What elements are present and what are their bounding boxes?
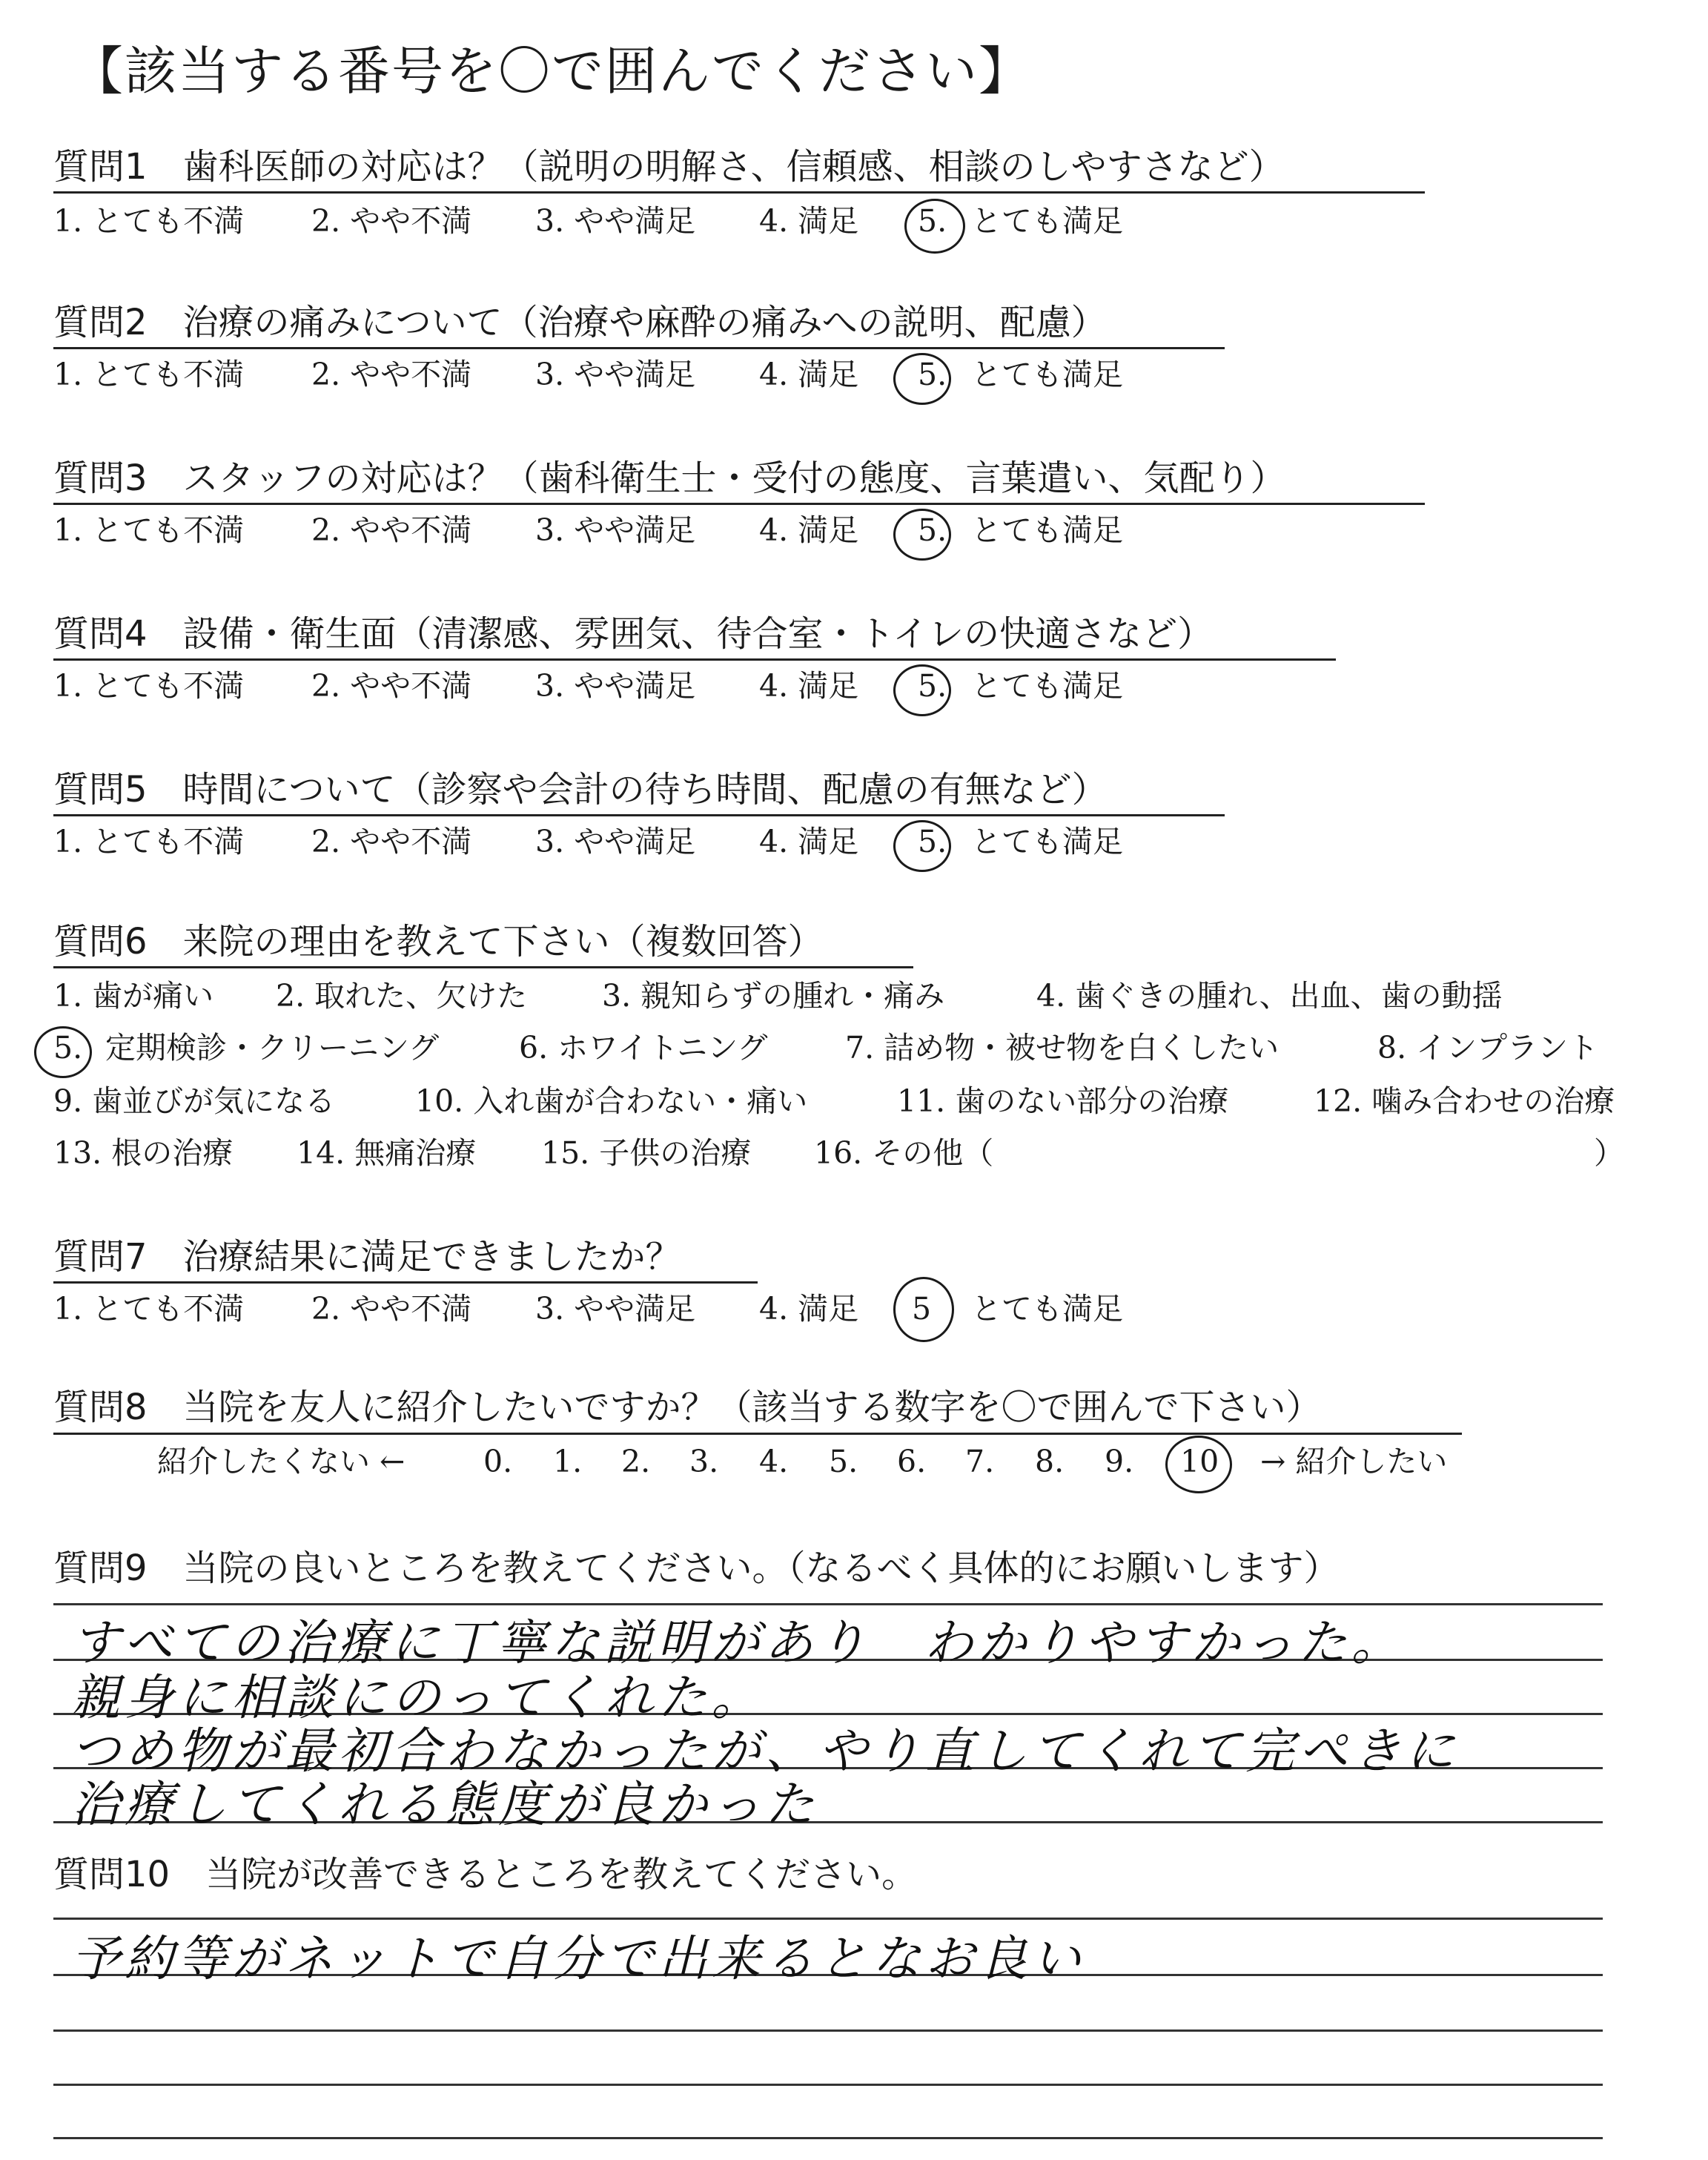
q2-choice-3[interactable]: 3. やや満足 xyxy=(535,357,696,392)
q3-choice-4[interactable]: 4. 満足 xyxy=(759,512,859,548)
q7-choice-2[interactable]: 2. やや不満 xyxy=(311,1291,472,1327)
q3-choice-3[interactable]: 3. やや満足 xyxy=(535,512,696,548)
q2-choice-4[interactable]: 4. 満足 xyxy=(759,357,859,392)
q7-underline xyxy=(53,1281,758,1284)
q6-option-4[interactable]: 4. 歯ぐきの腫れ、出血、歯の動揺 xyxy=(1036,978,1503,1014)
q3-underline xyxy=(53,503,1425,505)
q4-selected-circle xyxy=(893,664,951,716)
q4-choice-1[interactable]: 1. とても不満 xyxy=(53,668,245,704)
q1-choice-5[interactable]: 5. xyxy=(918,203,947,239)
q6-option-10[interactable]: 10. 入れ歯が合わない・痛い xyxy=(415,1083,808,1119)
q9-handwritten-line-1: すべての治療に丁寧な説明があり わかりやすかった。 xyxy=(71,1614,1405,1671)
q8-title: 質問8 当院を友人に紹介したいですか？（該当する数字を〇で囲んで下さい） xyxy=(53,1387,1322,1428)
q8-option-8[interactable]: 8. xyxy=(1035,1444,1065,1479)
q5-choice-1[interactable]: 1. とても不満 xyxy=(53,824,245,859)
q1-title: 質問1 歯科医師の対応は？（説明の明解さ、信頼感、相談のしやすさなど） xyxy=(53,146,1285,188)
q7-choice-1[interactable]: 1. とても不満 xyxy=(53,1291,245,1327)
q6-option-8[interactable]: 8. インプラント xyxy=(1377,1030,1599,1066)
q3-choice-2[interactable]: 2. やや不満 xyxy=(311,512,472,548)
q4-choice-3[interactable]: 3. やや満足 xyxy=(535,668,696,704)
q8-option-0[interactable]: 0. xyxy=(483,1444,513,1479)
q8-option-5[interactable]: 5. xyxy=(829,1444,858,1479)
q1-selected-circle xyxy=(904,199,965,254)
q6-option-14[interactable]: 14. 無痛治療 xyxy=(297,1135,477,1171)
q8-option-1[interactable]: 1. xyxy=(553,1444,583,1479)
q8-option-3[interactable]: 3. xyxy=(689,1444,719,1479)
q6-selected-circle xyxy=(34,1026,92,1078)
q5-choice-4[interactable]: 4. 満足 xyxy=(759,824,859,859)
q1-choice-5-label: とても満足 xyxy=(971,203,1123,239)
q8-right-label: → 紹介したい xyxy=(1260,1444,1448,1479)
q10-answer-line xyxy=(53,2084,1603,2086)
q6-option-16[interactable]: 16. その他（ xyxy=(814,1135,994,1171)
q2-choice-2[interactable]: 2. やや不満 xyxy=(311,357,472,392)
q5-underline xyxy=(53,814,1225,816)
instruction-heading: 【該当する番号を〇で囲んでください】 xyxy=(71,41,1032,102)
q8-option-2[interactable]: 2. xyxy=(621,1444,651,1479)
q9-handwritten-line-4: 治療してくれる態度が良かった xyxy=(71,1776,818,1833)
q10-handwritten-line-1: 予約等がネットで自分で出来るとなお良い xyxy=(71,1930,1085,1987)
q10-answer-line xyxy=(53,2029,1603,2032)
q6-option-7[interactable]: 7. 詰め物・被せ物を白くしたい xyxy=(845,1030,1280,1066)
q6-option-1[interactable]: 1. 歯が痛い xyxy=(53,978,214,1014)
q4-underline xyxy=(53,658,1336,661)
q6-option-16-close: ） xyxy=(1594,1135,1624,1171)
q1-underline xyxy=(53,191,1425,194)
q3-choice-5-label: とても満足 xyxy=(971,512,1123,548)
q2-choice-1[interactable]: 1. とても不満 xyxy=(53,357,245,392)
q6-option-5-label: 定期検診・クリーニング xyxy=(105,1030,440,1066)
q1-choice-2[interactable]: 2. やや不満 xyxy=(311,203,472,239)
q3-choice-1[interactable]: 1. とても不満 xyxy=(53,512,245,548)
q10-title: 質問10 当院が改善できるところを教えてください。 xyxy=(53,1854,918,1895)
q7-selected-circle xyxy=(893,1277,954,1342)
q8-option-6[interactable]: 6. xyxy=(897,1444,927,1479)
q8-option-7[interactable]: 7. xyxy=(965,1444,995,1479)
q5-choice-3[interactable]: 3. やや満足 xyxy=(535,824,696,859)
q1-choice-1[interactable]: 1. とても不満 xyxy=(53,203,245,239)
q5-choice-2[interactable]: 2. やや不満 xyxy=(311,824,472,859)
q7-choice-5[interactable]: 5 xyxy=(912,1291,932,1327)
q7-choice-3[interactable]: 3. やや満足 xyxy=(535,1291,696,1327)
q7-choice-5-label: とても満足 xyxy=(971,1291,1123,1327)
q4-choice-5[interactable]: 5. xyxy=(918,668,947,704)
q4-choice-5-label: とても満足 xyxy=(971,668,1123,704)
q8-selected-circle xyxy=(1165,1436,1232,1493)
q4-choice-4[interactable]: 4. 満足 xyxy=(759,668,859,704)
q4-title: 質問4 設備・衛生面（清潔感、雰囲気、待合室・トイレの快適さなど） xyxy=(53,613,1214,655)
q2-underline xyxy=(53,347,1225,349)
q3-title: 質問3 スタッフの対応は？（歯科衛生士・受付の態度、言葉遣い、気配り） xyxy=(53,458,1286,499)
q3-selected-circle xyxy=(893,509,951,561)
q8-left-label: 紹介したくない ← xyxy=(157,1444,406,1479)
q8-option-9[interactable]: 9. xyxy=(1105,1444,1134,1479)
q6-title: 質問6 来院の理由を教えて下さい（複数回答） xyxy=(53,921,824,962)
q2-choice-5[interactable]: 5. xyxy=(918,357,947,392)
q6-underline xyxy=(53,966,913,968)
q5-choice-5-label: とても満足 xyxy=(971,824,1123,859)
q8-option-4[interactable]: 4. xyxy=(759,1444,789,1479)
q5-title: 質問5 時間について（診察や会計の待ち時間、配慮の有無など） xyxy=(53,769,1108,810)
q2-selected-circle xyxy=(893,353,951,405)
q6-option-15[interactable]: 15. 子供の治療 xyxy=(541,1135,752,1171)
q7-choice-4[interactable]: 4. 満足 xyxy=(759,1291,859,1327)
q6-option-2[interactable]: 2. 取れた、欠けた xyxy=(276,978,528,1014)
q6-option-5[interactable]: 5. xyxy=(53,1030,83,1066)
q9-handwritten-line-3: つめ物が最初合わなかったが、やり直してくれて完ぺきに xyxy=(71,1723,1459,1780)
q6-option-9[interactable]: 9. 歯並びが気になる xyxy=(53,1083,336,1119)
q5-selected-circle xyxy=(893,820,951,872)
q2-title: 質問2 治療の痛みについて（治療や麻酔の痛みへの説明、配慮） xyxy=(53,302,1107,343)
q5-choice-5[interactable]: 5. xyxy=(918,824,947,859)
q6-option-3[interactable]: 3. 親知らずの腫れ・痛み xyxy=(602,978,945,1014)
q6-option-13[interactable]: 13. 根の治療 xyxy=(53,1135,234,1171)
q9-title: 質問9 当院の良いところを教えてください。（なるべく具体的にお願いします） xyxy=(53,1548,1340,1589)
q7-title: 質問7 治療結果に満足できましたか？ xyxy=(53,1236,681,1278)
q3-choice-5[interactable]: 5. xyxy=(918,512,947,548)
q6-option-12[interactable]: 12. 噛み合わせの治療 xyxy=(1314,1083,1615,1119)
q8-option-10[interactable]: 10 xyxy=(1180,1444,1219,1479)
q2-choice-5-label: とても満足 xyxy=(971,357,1123,392)
q8-underline xyxy=(53,1433,1462,1435)
q6-option-11[interactable]: 11. 歯のない部分の治療 xyxy=(897,1083,1229,1119)
q1-choice-3[interactable]: 3. やや満足 xyxy=(535,203,696,239)
q4-choice-2[interactable]: 2. やや不満 xyxy=(311,668,472,704)
q9-handwritten-line-2: 親身に相談にのってくれた。 xyxy=(71,1669,765,1726)
q6-option-6[interactable]: 6. ホワイトニング xyxy=(519,1030,768,1066)
q10-answer-line xyxy=(53,2137,1603,2139)
q1-choice-4[interactable]: 4. 満足 xyxy=(759,203,859,239)
